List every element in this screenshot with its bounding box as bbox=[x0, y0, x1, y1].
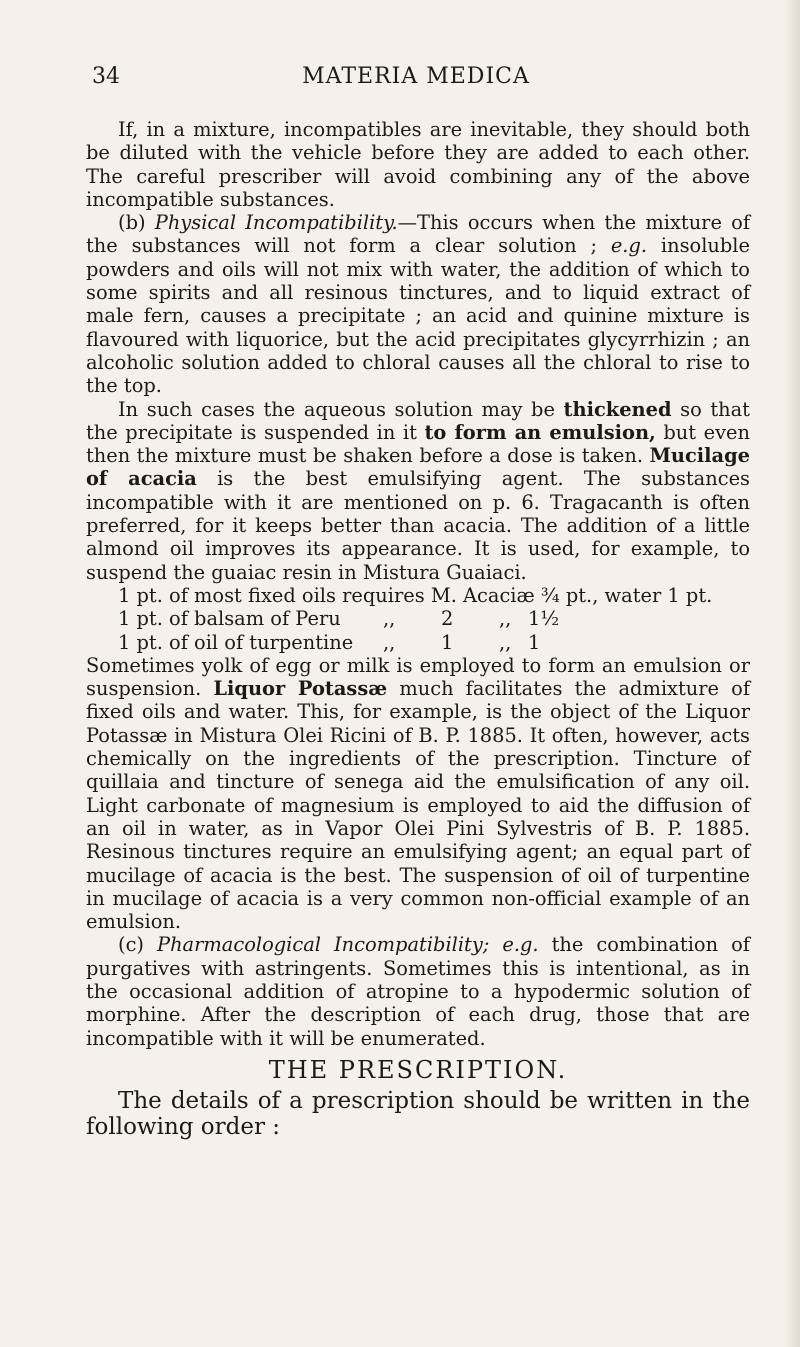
label-c: (c) bbox=[118, 933, 144, 957]
page-number: 34 bbox=[92, 64, 120, 89]
ditto-mark: ,, bbox=[383, 607, 396, 631]
bold-term-mucilage: Mucilage of acacia bbox=[86, 444, 750, 491]
term-pharmacological-incompatibility: Pharmacological Incompatibility; bbox=[157, 933, 490, 957]
page-header bbox=[92, 64, 740, 94]
dose-item: 1 pt. of most fixed oils requires M. Acaciæ ¾ pt., water 1 pt. bbox=[118, 583, 713, 607]
text-segment: In such cases the aqueous solution may be bbox=[118, 397, 555, 421]
page-body bbox=[86, 118, 750, 1140]
page-edge-shadow bbox=[784, 0, 800, 1347]
paragraph-emulsion bbox=[86, 398, 750, 584]
text-segment: Sometimes yolk of egg or milk is employed to form an emulsion or suspension. bbox=[86, 653, 750, 701]
section-intro: The details of a prescription should be written in the following order : bbox=[86, 1088, 750, 1141]
text-segment: the combination of purgatives with astringents. Sometimes this is intentional, as in the occasional addition of atropine to a hypodermic solution of morphine. After the description of each drug, those that are incompatible with it will be enumerated. bbox=[86, 933, 750, 1050]
text-segment: but even then the mixture must be shaken before a dose is taken. bbox=[86, 420, 750, 468]
label-b: (b) bbox=[118, 211, 146, 235]
dose-row bbox=[86, 607, 750, 630]
paragraph-incompatibles: If, in a mixture, incompatibles are inevitable, they should both be diluted with the vehicle before they are added to each other. The careful prescriber will avoid combining any of the above incompatible substances. bbox=[86, 118, 750, 211]
dose-water: 1½ bbox=[528, 607, 560, 631]
bold-term-liquor-potassae: Liquor Potassæ bbox=[213, 677, 388, 701]
text-segment: so that the precipitate is suspended in it bbox=[86, 397, 750, 444]
dose-water: 1 bbox=[528, 630, 541, 654]
eg-abbrev: e.g. bbox=[502, 933, 539, 957]
paragraph-pharmacological-incompatibility bbox=[86, 933, 750, 1049]
dose-row bbox=[86, 631, 750, 654]
term-physical-incompatibility: Physical Incompatibility. bbox=[154, 211, 398, 235]
eg-abbrev: e.g. bbox=[610, 234, 648, 258]
dose-row bbox=[86, 584, 750, 607]
paragraph-liquor-potassae bbox=[86, 654, 750, 934]
dose-mucilage: 2 bbox=[441, 607, 454, 631]
dose-table bbox=[86, 584, 750, 654]
bold-term-thickened: thickened bbox=[563, 397, 672, 421]
ditto-mark: ,, bbox=[499, 607, 512, 631]
dose-item: 1 pt. of balsam of Peru bbox=[118, 607, 341, 631]
dose-mucilage: 1 bbox=[441, 630, 454, 654]
ditto-mark: ,, bbox=[383, 630, 396, 654]
text-segment: —This occurs when the mixture of the substances will not form a clear solution ; bbox=[86, 211, 750, 258]
bold-term-emulsion: to form an emulsion, bbox=[424, 420, 656, 444]
text-segment: much facilitates the admixture of fixed oils and water. This, for example, is the object of the Liquor Potassæ in Mistura Olei Ricini of B. P. 1885. It often, however, acts chemically on the ingredients of the prescription. Tincture of quillaia and tincture of senega aid the emulsification of any oil. Light carbonate of magnesium is employed to aid the diffusion of an oil in water, as in Vapor Olei Pini Sylvestris of B. P. 1885. Resinous tinctures require an emulsifying agent; an equal part of mucilage of acacia is the best. The suspension of oil of turpentine in mucilage of acacia is a very common non-official example of an emulsion. bbox=[86, 677, 750, 934]
text-segment: is the best emulsifying agent. The substances incompatible with it are mentioned on p. 6. Tragacanth is often preferred, for it keeps better than acacia. The addition of a little almond oil improves its appearance. It is used, for example, to suspend the guaiac resin in Mistura Guaiaci. bbox=[86, 467, 750, 584]
text-segment: insoluble powders and oils will not mix with water, the addition of which to some spirits and all resinous tinctures, and to liquid extract of male fern, causes a precipitate ; an acid and quinine mixture is flavoured with liquorice, but the acid precipitates glycyrrhizin ; an alcoholic solution added to chloral causes all the chloral to rise to the top. bbox=[86, 234, 750, 398]
dose-item: 1 pt. of oil of turpentine bbox=[118, 630, 354, 654]
section-heading: THE PRESCRIPTION. bbox=[268, 1055, 568, 1084]
ditto-mark: ,, bbox=[499, 630, 512, 654]
running-title: MATERIA MEDICA bbox=[302, 64, 530, 89]
paragraph-physical-incompatibility bbox=[86, 211, 750, 397]
